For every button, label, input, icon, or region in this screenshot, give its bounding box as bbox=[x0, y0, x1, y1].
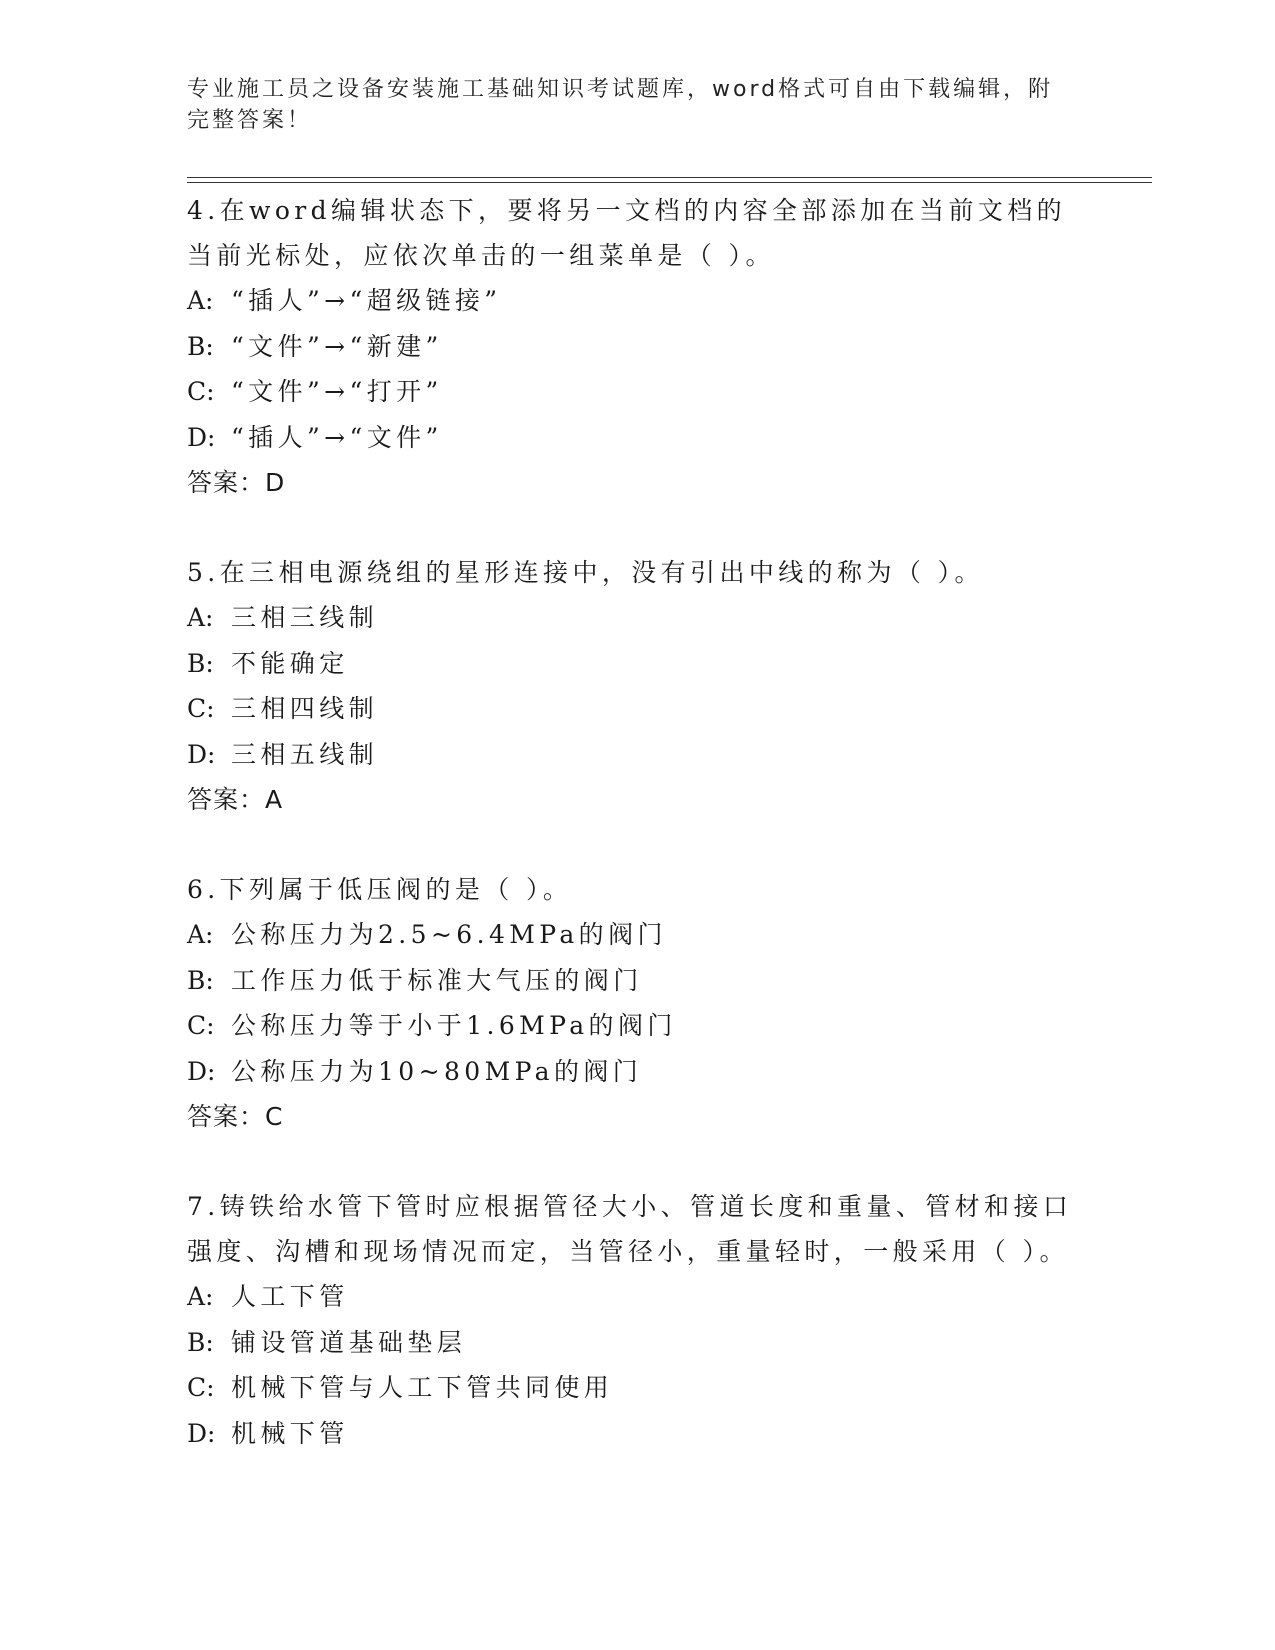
answer-label: 答案：A bbox=[187, 785, 284, 814]
question-stem: 5.在三相电源绕组的星形连接中，没有引出中线的称为（ ）。 bbox=[187, 558, 984, 587]
option-text: “文件”→“打开” bbox=[231, 377, 443, 406]
option-a bbox=[187, 595, 1087, 641]
option-a bbox=[187, 912, 1087, 958]
header-rule-bottom bbox=[187, 182, 1152, 183]
document-header: 专业施工员之设备安装施工基础知识考试题库，word格式可自由下载编辑，附完整答案！ bbox=[187, 77, 1054, 133]
option-letter: A: bbox=[187, 603, 214, 632]
option-text: 机械下管与人工下管共同使用 bbox=[231, 1373, 614, 1402]
option-a bbox=[187, 1274, 1087, 1320]
question-6 bbox=[187, 867, 1087, 1139]
option-letter: B: bbox=[187, 648, 214, 678]
question-5 bbox=[187, 550, 1087, 822]
question-4 bbox=[187, 188, 1087, 505]
option-letter: D: bbox=[187, 1056, 216, 1086]
option-c bbox=[187, 1365, 1087, 1411]
option-d bbox=[187, 1411, 1087, 1457]
option-c bbox=[187, 1003, 1087, 1049]
option-text: 铺设管道基础垫层 bbox=[231, 1327, 467, 1357]
option-text: “文件”→“新建” bbox=[231, 331, 443, 361]
option-b bbox=[187, 324, 1087, 370]
option-text: 三相三线制 bbox=[231, 603, 379, 632]
option-letter: A: bbox=[187, 286, 214, 315]
answer-label: 答案：C bbox=[187, 1102, 284, 1131]
option-letter: C: bbox=[187, 694, 215, 723]
option-text: 工作压力低于标准大气压的阀门 bbox=[231, 965, 643, 995]
option-letter: A: bbox=[187, 920, 214, 949]
option-letter: D: bbox=[187, 1418, 216, 1448]
option-text: 公称压力等于小于1.6MPa的阀门 bbox=[231, 1011, 677, 1040]
option-text: 公称压力为10~80MPa的阀门 bbox=[231, 1056, 643, 1086]
option-letter: A: bbox=[187, 1282, 214, 1311]
option-d bbox=[187, 415, 1087, 461]
option-text: 三相五线制 bbox=[231, 739, 379, 769]
question-list bbox=[187, 188, 1087, 1501]
option-c bbox=[187, 369, 1087, 415]
option-d bbox=[187, 732, 1087, 778]
option-d bbox=[187, 1049, 1087, 1095]
option-text: 公称压力为2.5~6.4MPa的阀门 bbox=[231, 920, 667, 949]
question-stem: 4.在word编辑状态下，要将另一文档的内容全部添加在当前文档的当前光标处，应依次单击的一组菜单是（ ）。 bbox=[187, 196, 1067, 270]
question-stem: 6.下列属于低压阀的是（ ）。 bbox=[187, 875, 573, 904]
option-text: 人工下管 bbox=[231, 1282, 349, 1311]
option-letter: C: bbox=[187, 1011, 215, 1040]
option-letter: B: bbox=[187, 1327, 214, 1357]
option-a bbox=[187, 278, 1087, 324]
option-b bbox=[187, 1320, 1087, 1366]
option-b bbox=[187, 958, 1087, 1004]
option-letter: C: bbox=[187, 377, 215, 406]
option-text: “插人”→“文件” bbox=[231, 422, 443, 452]
header-rule-top bbox=[187, 177, 1152, 178]
option-c bbox=[187, 686, 1087, 732]
option-letter: B: bbox=[187, 965, 214, 995]
option-text: 机械下管 bbox=[231, 1418, 349, 1448]
option-letter: C: bbox=[187, 1373, 215, 1402]
question-stem: 7.铸铁给水管下管时应根据管径大小、管道长度和重量、管材和接口强度、沟槽和现场情况而定，当管径小，重量轻时，一般采用（ ）。 bbox=[187, 1192, 1073, 1266]
option-b bbox=[187, 641, 1087, 687]
option-text: “插人”→“超级链接” bbox=[231, 286, 502, 315]
option-letter: D: bbox=[187, 422, 216, 452]
option-letter: D: bbox=[187, 739, 216, 769]
answer-label: 答案：D bbox=[187, 468, 286, 497]
option-text: 不能确定 bbox=[231, 648, 349, 678]
question-7 bbox=[187, 1184, 1087, 1456]
option-letter: B: bbox=[187, 331, 214, 361]
option-text: 三相四线制 bbox=[231, 694, 379, 723]
